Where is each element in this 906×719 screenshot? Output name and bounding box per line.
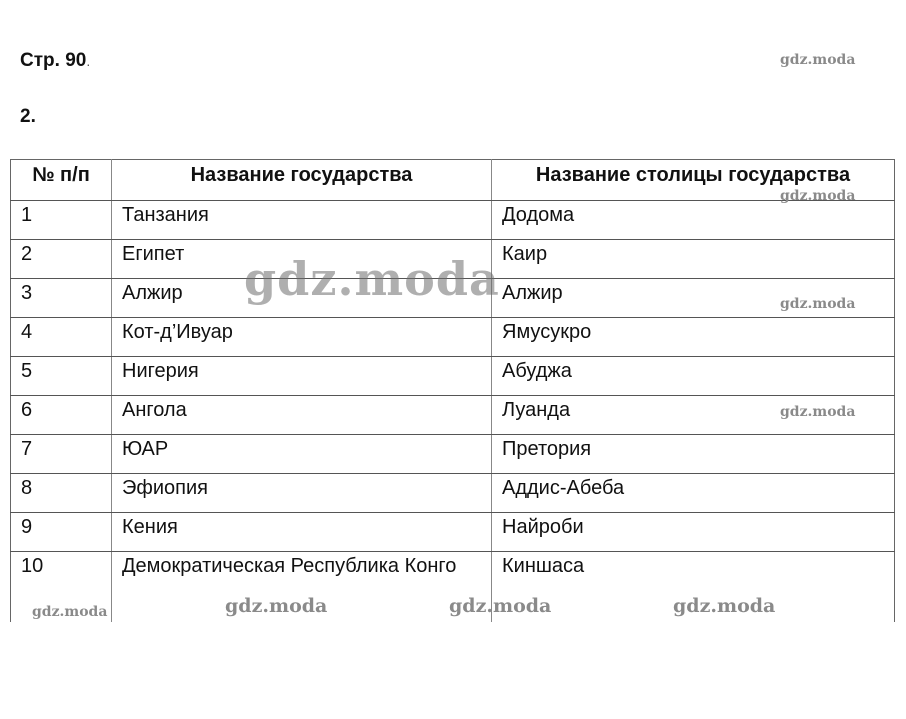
row-number: 6	[11, 396, 112, 435]
row-number: 4	[11, 318, 112, 357]
watermark: gdz.moda	[673, 595, 776, 617]
watermark: gdz.moda	[449, 595, 552, 617]
table-row	[11, 396, 895, 435]
country-name: ЮАР	[112, 435, 492, 474]
page-reference	[20, 50, 90, 72]
row-number: 7	[11, 435, 112, 474]
capitals-table	[10, 159, 895, 622]
page-reference-dot: .	[86, 53, 91, 69]
header-country: Название государства	[112, 160, 492, 201]
row-number: 9	[11, 513, 112, 552]
watermark: gdz.moda	[32, 604, 108, 620]
row-number: 10	[11, 552, 112, 623]
header-capital: Название столицы государства	[492, 160, 895, 201]
capital-name: Додома	[492, 201, 895, 240]
capital-name: Алжир	[492, 279, 895, 318]
country-name: Ангола	[112, 396, 492, 435]
table-row	[11, 513, 895, 552]
table-row	[11, 474, 895, 513]
capital-name: Киншаса	[492, 552, 895, 623]
task-number: 2.	[20, 106, 36, 127]
country-name: Кения	[112, 513, 492, 552]
watermark-large: gdz.moda	[244, 252, 500, 306]
row-number: 8	[11, 474, 112, 513]
capital-name: Абуджа	[492, 357, 895, 396]
table-row	[11, 201, 895, 240]
capital-name: Каир	[492, 240, 895, 279]
country-name: Демократическая Республика Конго	[112, 552, 492, 623]
page-reference-text: Стр. 90	[20, 50, 87, 71]
row-number: 3	[11, 279, 112, 318]
country-name: Танзания	[112, 201, 492, 240]
header-number: № п/п	[11, 160, 112, 201]
table-row	[11, 318, 895, 357]
row-number: 5	[11, 357, 112, 396]
country-name: Египет	[112, 240, 492, 279]
capital-name: Луанда	[492, 396, 895, 435]
capital-name: Аддис-Абеба	[492, 474, 895, 513]
country-name: Нигерия	[112, 357, 492, 396]
watermark: gdz.moda	[225, 595, 328, 617]
country-name: Эфиопия	[112, 474, 492, 513]
capital-name: Найроби	[492, 513, 895, 552]
table-row	[11, 357, 895, 396]
capital-name: Ямусукро	[492, 318, 895, 357]
capital-name: Претория	[492, 435, 895, 474]
watermark: gdz.moda	[780, 188, 856, 204]
table-row	[11, 435, 895, 474]
watermark: gdz.moda	[780, 52, 856, 68]
country-name: Алжир	[112, 279, 492, 318]
row-number: 2	[11, 240, 112, 279]
watermark: gdz.moda	[780, 296, 856, 312]
row-number: 1	[11, 201, 112, 240]
watermark: gdz.moda	[780, 404, 856, 420]
table-header-row	[11, 160, 895, 201]
country-name: Кот-д’Ивуар	[112, 318, 492, 357]
